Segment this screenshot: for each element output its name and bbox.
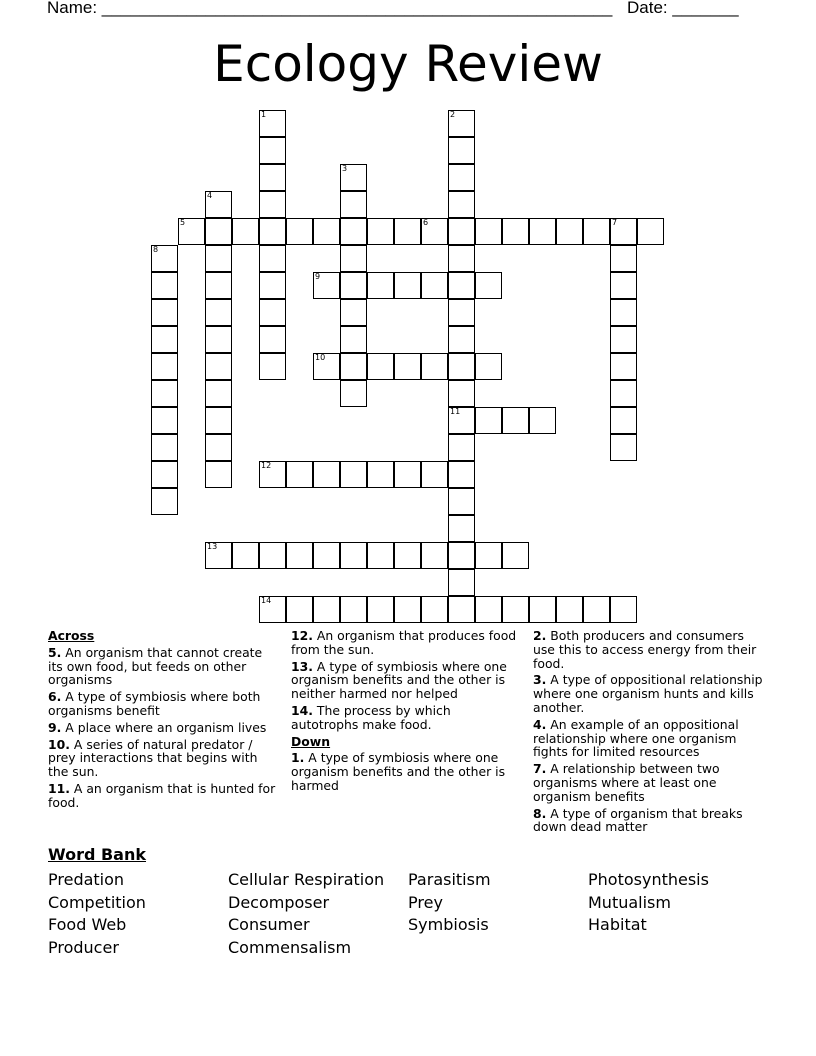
crossword-cell[interactable] [259, 218, 286, 245]
crossword-cell[interactable] [502, 542, 529, 569]
crossword-cell[interactable] [475, 218, 502, 245]
word-bank-item: Habitat [588, 915, 647, 935]
crossword-cell[interactable] [340, 272, 367, 299]
crossword-cell[interactable] [583, 218, 610, 245]
crossword-cell[interactable] [610, 353, 637, 380]
crossword-cell[interactable] [448, 326, 475, 353]
clue-text: An organism that cannot create its own food, but feeds on other organisms [48, 644, 263, 688]
clue-down-7 [533, 762, 763, 803]
crossword-cell[interactable] [448, 353, 475, 380]
clue-down-1 [291, 751, 521, 792]
crossword-cell[interactable] [583, 596, 610, 623]
crossword-cell[interactable] [448, 137, 475, 164]
crossword-cell[interactable] [340, 353, 367, 380]
crossword-cell[interactable] [340, 542, 367, 569]
clue-number: 13. [291, 658, 313, 674]
crossword-cell[interactable] [448, 164, 475, 191]
cell-number: 5 [180, 218, 186, 227]
crossword-cell[interactable] [340, 380, 367, 407]
word-bank-item: Decomposer [228, 892, 330, 912]
clue-across-11 [48, 782, 278, 810]
crossword-cell[interactable] [259, 164, 286, 191]
crossword-cell[interactable] [421, 218, 448, 245]
crossword-cell[interactable] [502, 596, 529, 623]
crossword-cell[interactable] [340, 326, 367, 353]
cell-number: 2 [450, 110, 456, 119]
crossword-cell[interactable] [313, 596, 340, 623]
clue-text: The process by which autotrophs make food. [291, 702, 451, 732]
crossword-cell[interactable] [232, 218, 259, 245]
clue-down-8 [533, 807, 763, 835]
clue-number: 11. [48, 780, 70, 796]
crossword-cell[interactable] [448, 596, 475, 623]
crossword-cell[interactable] [205, 326, 232, 353]
cell-number: 11 [450, 407, 461, 416]
crossword-cell[interactable] [151, 380, 178, 407]
crossword-cell[interactable] [151, 245, 178, 272]
crossword-cell[interactable] [367, 461, 394, 488]
cell-number: 10 [315, 353, 326, 362]
crossword-cell[interactable] [610, 380, 637, 407]
crossword-cell[interactable] [394, 596, 421, 623]
crossword-cell[interactable] [448, 218, 475, 245]
crossword-cell[interactable] [151, 299, 178, 326]
crossword-cell[interactable] [340, 245, 367, 272]
clue-down-4 [533, 718, 763, 759]
crossword-cell[interactable] [259, 137, 286, 164]
crossword-cell[interactable] [151, 488, 178, 515]
crossword-cell[interactable] [151, 461, 178, 488]
crossword-cell[interactable] [205, 218, 232, 245]
cell-number: 9 [315, 272, 321, 281]
crossword-cell[interactable] [421, 596, 448, 623]
crossword-cell[interactable] [313, 218, 340, 245]
cell-number: 3 [342, 164, 348, 173]
crossword-cell[interactable] [259, 272, 286, 299]
crossword-cell[interactable] [448, 272, 475, 299]
clue-text: An organism that produces food from the sun. [291, 628, 517, 657]
cell-number: 12 [261, 461, 272, 470]
crossword-cell[interactable] [448, 488, 475, 515]
crossword-cell[interactable] [259, 596, 286, 623]
crossword-cell[interactable] [205, 191, 232, 218]
crossword-cell[interactable] [448, 245, 475, 272]
crossword-cell[interactable] [448, 434, 475, 461]
word-bank-item: Photosynthesis [588, 870, 709, 889]
clue-down-2 [533, 629, 763, 670]
clue-across-14 [291, 704, 521, 732]
name-line: Name: ______________________________________________________ [47, 0, 613, 17]
clue-text: An example of an oppositional relationship where one organism fights for limited resources [533, 716, 739, 760]
crossword-cell[interactable] [475, 272, 502, 299]
clue-text: A place where an organism lives [65, 719, 267, 735]
crossword-cell[interactable] [502, 407, 529, 434]
crossword-cell[interactable] [259, 353, 286, 380]
crossword-cell[interactable] [340, 218, 367, 245]
clue-number: 8. [533, 805, 547, 821]
crossword-cell[interactable] [448, 542, 475, 569]
clue-text: A type of symbiosis where one organism benefits and the other is neither harmed nor helped [291, 658, 507, 702]
crossword-cell[interactable] [421, 272, 448, 299]
word-bank-item: Commensalism [228, 937, 352, 957]
crossword-cell[interactable] [205, 272, 232, 299]
word-bank-column [408, 869, 491, 937]
crossword-cell[interactable] [529, 596, 556, 623]
crossword-cell[interactable] [448, 299, 475, 326]
word-bank-item: Symbiosis [408, 915, 489, 935]
crossword-cell[interactable] [556, 218, 583, 245]
crossword-cell[interactable] [610, 272, 637, 299]
crossword-cell[interactable] [448, 407, 475, 434]
page-title: Ecology Review [213, 35, 603, 93]
clue-text: A relationship between two organisms where at least one organism benefits [533, 761, 720, 804]
crossword-cell[interactable] [367, 542, 394, 569]
crossword-cell[interactable] [205, 461, 232, 488]
crossword-cell[interactable] [475, 596, 502, 623]
clue-number: 10. [48, 736, 70, 752]
crossword-cell[interactable] [259, 299, 286, 326]
crossword-cell[interactable] [313, 272, 340, 299]
clue-text: A type of organism that breaks down dead matter [533, 805, 743, 835]
cell-number: 8 [153, 245, 159, 254]
crossword-cell[interactable] [205, 245, 232, 272]
clue-number: 9. [48, 719, 62, 735]
crossword-cell[interactable] [205, 353, 232, 380]
clue-column-1 [48, 629, 278, 813]
crossword-cell[interactable] [340, 596, 367, 623]
clue-across-9 [48, 721, 278, 735]
cell-number: 6 [423, 218, 429, 227]
crossword-cell[interactable] [610, 407, 637, 434]
cell-number: 14 [261, 596, 272, 605]
crossword-cell[interactable] [610, 299, 637, 326]
crossword-cell[interactable] [313, 461, 340, 488]
clue-text: A an organism that is hunted for food. [48, 780, 276, 810]
word-bank-title: Word Bank [48, 845, 147, 864]
crossword-cell[interactable] [529, 218, 556, 245]
clue-number: 12. [291, 628, 313, 643]
down-heading: Down [291, 733, 331, 749]
cell-number: 1 [261, 110, 267, 119]
crossword-cell[interactable] [367, 353, 394, 380]
crossword-cell[interactable] [637, 218, 664, 245]
crossword-cell[interactable] [421, 542, 448, 569]
crossword-cell[interactable] [475, 407, 502, 434]
crossword-cell[interactable] [394, 272, 421, 299]
crossword-cell[interactable] [475, 353, 502, 380]
crossword-cell[interactable] [448, 515, 475, 542]
crossword-cell[interactable] [151, 434, 178, 461]
crossword-cell[interactable] [475, 542, 502, 569]
clue-number: 6. [48, 689, 62, 705]
across-heading: Across [48, 628, 95, 643]
crossword-cell[interactable] [259, 191, 286, 218]
crossword-cell[interactable] [259, 110, 286, 137]
word-bank-item: Cellular Respiration [228, 870, 385, 889]
word-bank-item: Prey [408, 892, 443, 912]
crossword-cell[interactable] [151, 326, 178, 353]
crossword-cell[interactable] [610, 596, 637, 623]
crossword-cell[interactable] [286, 596, 313, 623]
crossword-cell[interactable] [205, 542, 232, 569]
crossword-cell[interactable] [448, 569, 475, 596]
clue-down-3 [533, 673, 763, 714]
crossword-cell[interactable] [313, 353, 340, 380]
clue-across-12 [291, 629, 521, 657]
crossword-cell[interactable] [610, 434, 637, 461]
crossword-cell[interactable] [286, 218, 313, 245]
clue-text: A type of symbiosis where one organism benefits and the other is harmed [291, 750, 506, 793]
crossword-cell[interactable] [367, 218, 394, 245]
crossword-cell[interactable] [394, 218, 421, 245]
crossword-cell[interactable] [421, 461, 448, 488]
clue-number: 4. [533, 716, 547, 732]
crossword-cell[interactable] [394, 461, 421, 488]
word-bank-item: Food Web [48, 915, 127, 935]
clue-number: 14. [291, 702, 313, 718]
clue-number: 5. [48, 644, 62, 660]
crossword-cell[interactable] [259, 326, 286, 353]
clue-number: 7. [533, 761, 547, 777]
crossword-cell[interactable] [340, 191, 367, 218]
word-bank-item: Parasitism [408, 870, 491, 889]
crossword-cell[interactable] [259, 542, 286, 569]
clue-number: 1. [291, 750, 305, 766]
crossword-cell[interactable] [421, 353, 448, 380]
date-line: Date: _______ [627, 0, 739, 17]
crossword-cell[interactable] [448, 380, 475, 407]
crossword-cell[interactable] [610, 218, 637, 245]
crossword-cell[interactable] [205, 380, 232, 407]
crossword-cell[interactable] [205, 407, 232, 434]
word-bank-item: Predation [48, 870, 125, 889]
cell-number: 7 [612, 218, 618, 227]
clue-across-5 [48, 646, 278, 687]
word-bank-column [48, 869, 146, 959]
crossword-cell[interactable] [151, 353, 178, 380]
crossword-cell[interactable] [232, 542, 259, 569]
crossword-cell[interactable] [610, 245, 637, 272]
clue-text: Both producers and consumers use this to access energy from their food. [533, 628, 757, 671]
cell-number: 4 [207, 191, 213, 200]
crossword-cell[interactable] [394, 542, 421, 569]
crossword-cell[interactable] [313, 542, 340, 569]
crossword-cell[interactable] [178, 218, 205, 245]
clue-column-3 [533, 629, 763, 837]
crossword-cell[interactable] [610, 326, 637, 353]
cell-number: 13 [207, 542, 218, 551]
clue-across-6 [48, 690, 278, 718]
word-bank-item: Mutualism [588, 892, 671, 912]
word-bank-item: Consumer [228, 915, 310, 935]
crossword-cell[interactable] [502, 218, 529, 245]
clue-number: 3. [533, 672, 547, 688]
word-bank-column [588, 869, 709, 937]
crossword-cell[interactable] [151, 407, 178, 434]
crossword-cell[interactable] [340, 299, 367, 326]
crossword-cell[interactable] [259, 245, 286, 272]
crossword-cell[interactable] [151, 272, 178, 299]
crossword-cell[interactable] [367, 596, 394, 623]
crossword-cell[interactable] [259, 461, 286, 488]
word-bank-item: Producer [48, 937, 119, 957]
crossword-cell[interactable] [367, 272, 394, 299]
crossword-cell[interactable] [205, 434, 232, 461]
crossword-cell[interactable] [529, 407, 556, 434]
crossword-cell[interactable] [448, 110, 475, 137]
crossword-cell[interactable] [556, 596, 583, 623]
word-bank-item: Competition [48, 892, 146, 912]
word-bank-column [228, 869, 384, 959]
clue-text: A type of oppositional relationship where one organism hunts and kills another. [533, 672, 763, 715]
crossword-cell[interactable] [286, 542, 313, 569]
crossword-cell[interactable] [340, 164, 367, 191]
clue-text: A series of natural predator / prey interactions that begins with the sun. [48, 736, 258, 780]
crossword-cell[interactable] [394, 353, 421, 380]
clue-number: 2. [533, 628, 547, 643]
crossword-cell[interactable] [205, 299, 232, 326]
clue-column-2 [291, 629, 521, 796]
clue-across-13 [291, 660, 521, 701]
clue-text: A type of symbiosis where both organisms benefit [48, 689, 261, 718]
crossword-cell[interactable] [448, 461, 475, 488]
crossword-cell[interactable] [286, 461, 313, 488]
clue-across-10 [48, 738, 278, 779]
crossword-cell[interactable] [448, 191, 475, 218]
crossword-cell[interactable] [340, 461, 367, 488]
